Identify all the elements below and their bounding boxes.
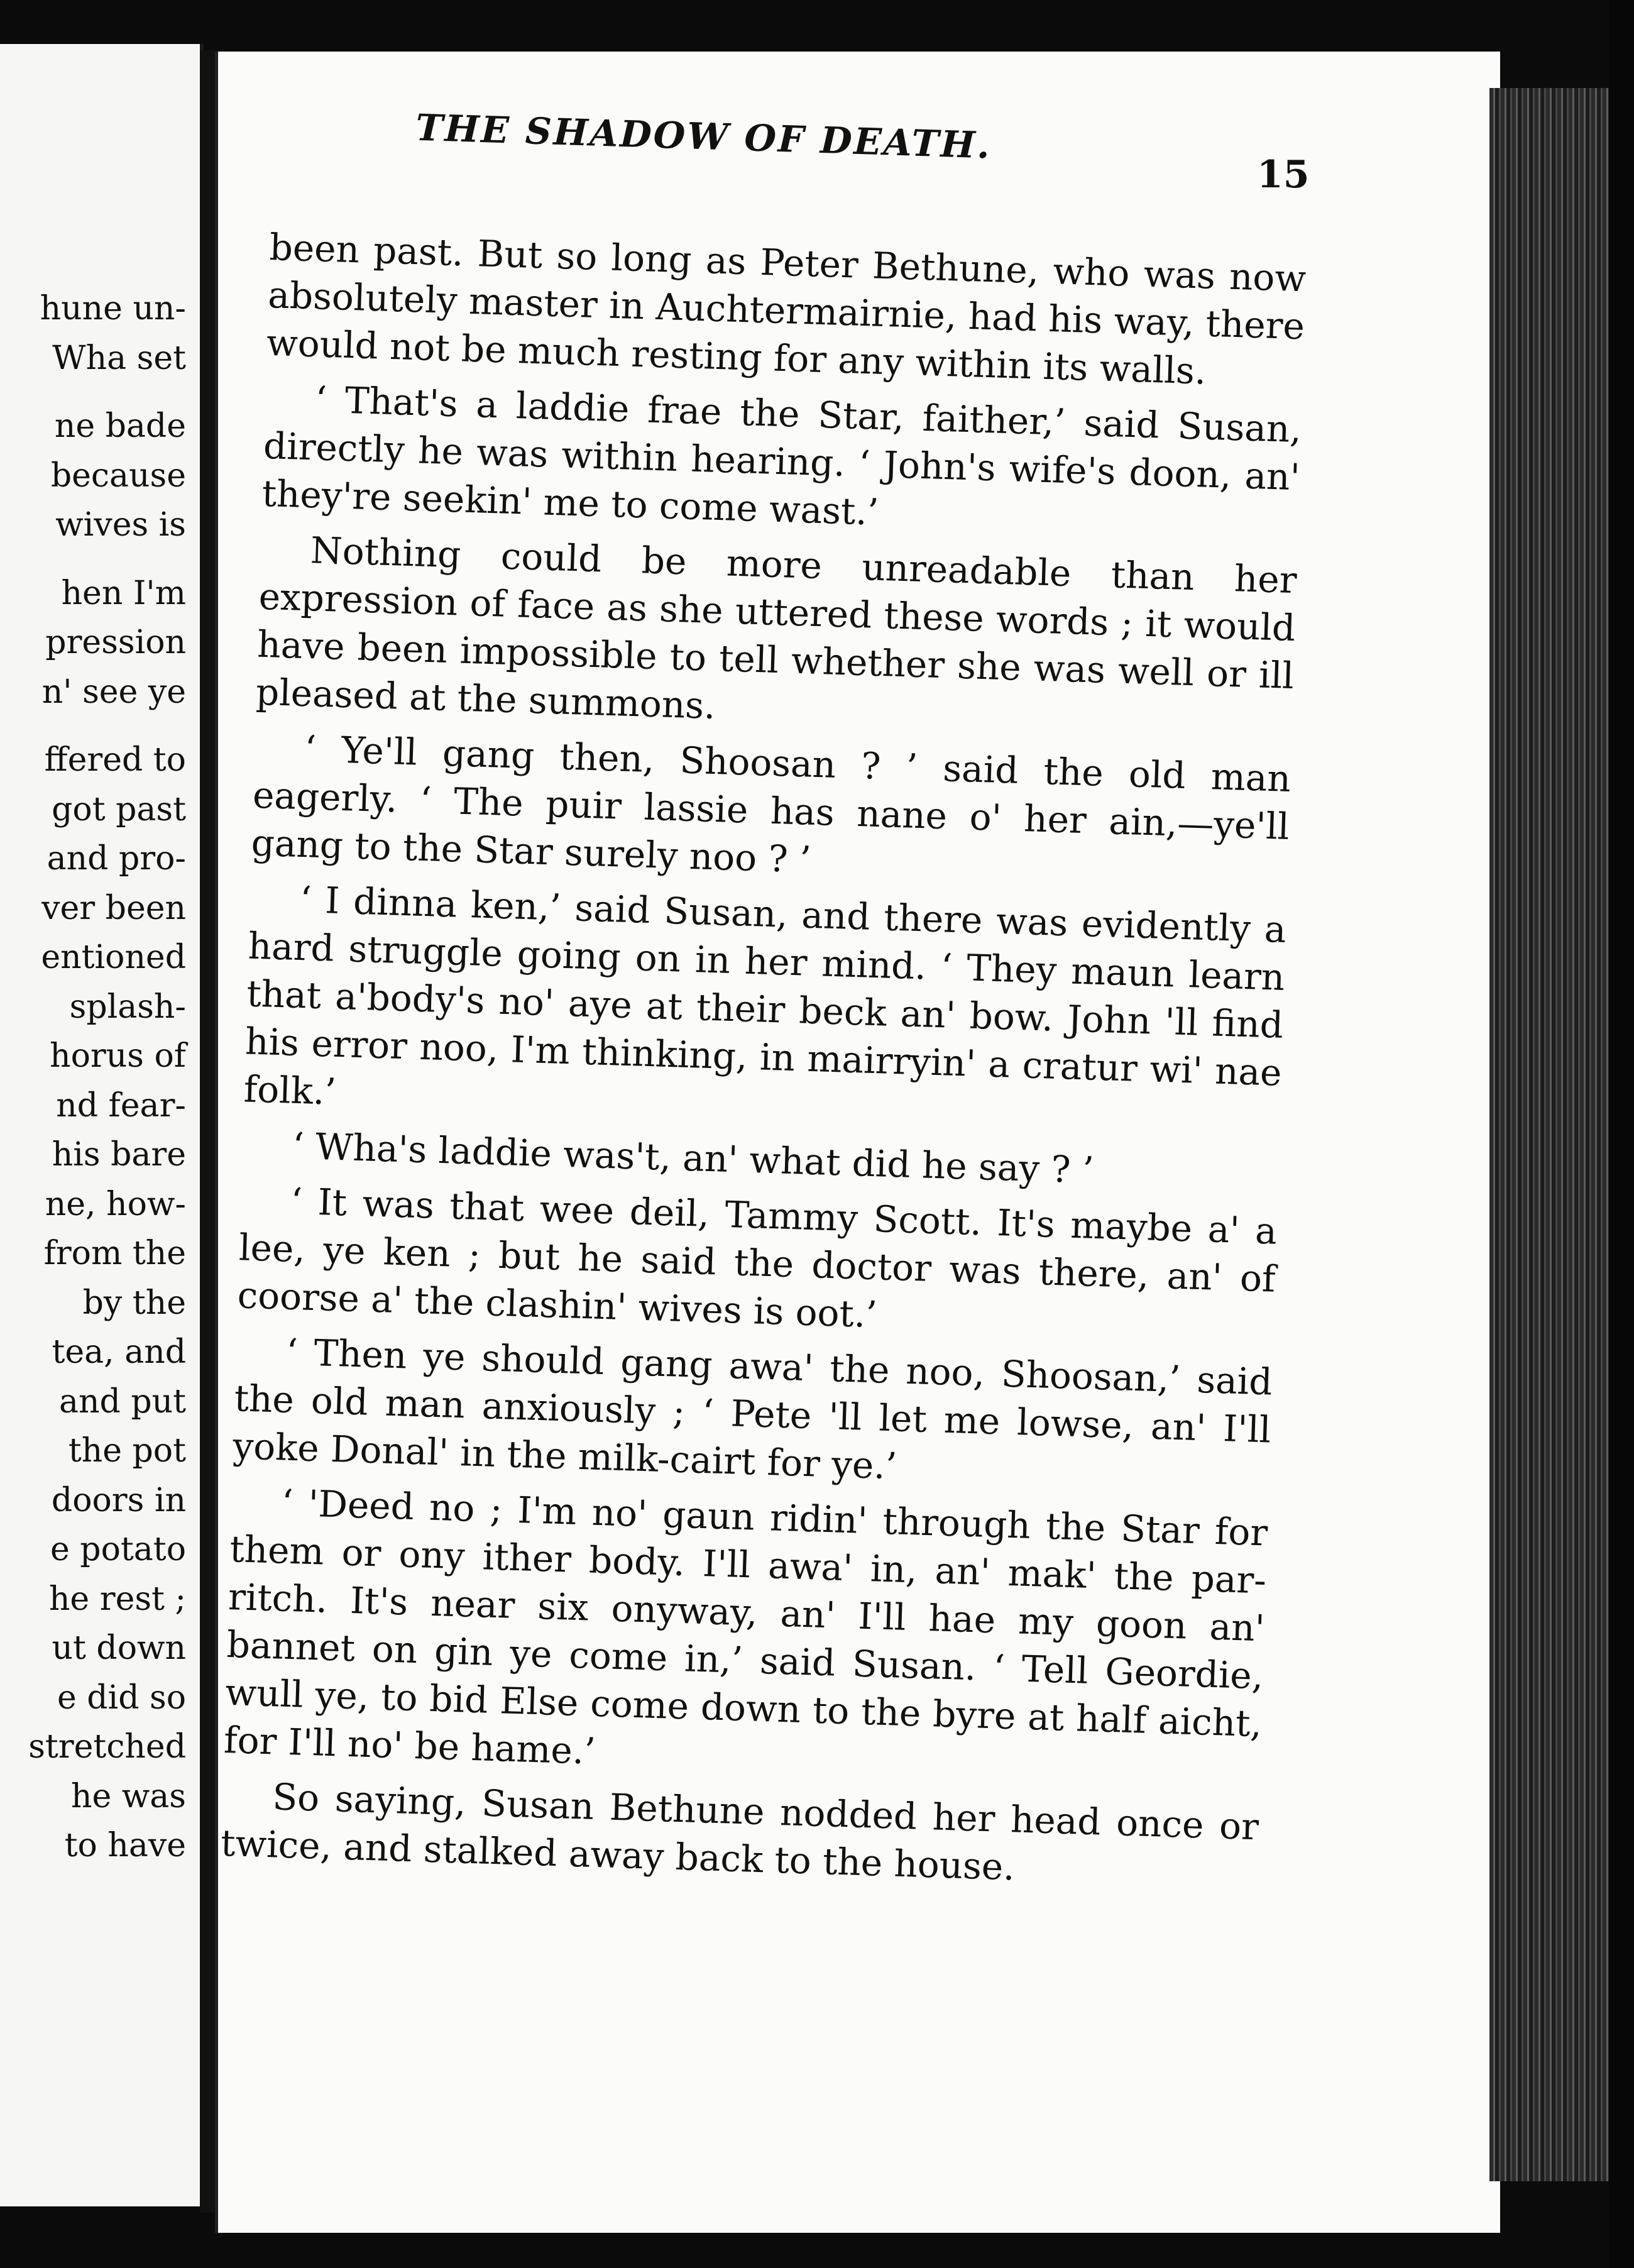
left-line: e potato bbox=[50, 1531, 186, 1568]
left-line: nd fear- bbox=[56, 1086, 186, 1125]
left-line: entioned bbox=[41, 939, 186, 976]
running-title: THE SHADOW OF DEATH. bbox=[415, 106, 992, 167]
left-line: ne bade bbox=[54, 407, 186, 445]
left-line: pression bbox=[45, 624, 186, 661]
paragraph: ‘ Then ye should gang awa' the noo, Shoosan,’ said the old man anxiously ; ‘ Pete 'll let me lowse, an' I'll yoke Donal' in the milk-cairt for ye.’ bbox=[232, 1330, 1273, 1488]
left-line: wives is bbox=[55, 506, 186, 544]
paragraph: ‘ That's a laddie frae the Star, faither,’ said Susan, directly he was within hearing. ‘ John's wife's doon, an' they're seekin' me to come wast.’ bbox=[261, 378, 1302, 534]
paragraph: ‘ Ye'll gang then, Shoosan ? ’ said the old man eagerly. ‘ The puir lassie has nane o' her ain,—ye'll gang to the Star surely noo ? ’ bbox=[250, 727, 1291, 881]
left-line: his bare bbox=[52, 1136, 186, 1174]
left-line: Wha set bbox=[52, 339, 186, 377]
left-line: doors in bbox=[51, 1481, 186, 1519]
paragraph: Nothing could be more unreadable than her expression of face as she uttered these words ; it would have been impossible to tell whether she was well or ill pleased at the summons. bbox=[255, 529, 1298, 727]
left-line: he was bbox=[71, 1777, 186, 1815]
left-line: hen I'm bbox=[61, 574, 186, 612]
page-edges bbox=[1489, 88, 1609, 2181]
left-line: splash- bbox=[69, 988, 186, 1026]
left-page-text bbox=[0, 284, 186, 1871]
left-line: by the bbox=[82, 1284, 186, 1322]
left-line: because bbox=[50, 456, 186, 495]
left-line: ver been bbox=[41, 889, 186, 927]
left-line: ffered to bbox=[44, 741, 186, 779]
left-line: and pro- bbox=[47, 840, 186, 878]
paragraph: ‘ It was that wee deil, Tammy Scott. It's maybe a' a lee, ye ken ; but he said the doctor was there, an' of coorse a' the clashin' wives is oot.’ bbox=[236, 1179, 1278, 1336]
paragraph: ‘ I dinna ken,’ said Susan, and there was evidently a hard struggle going on in her mind. ‘ They maun learn that a'body's no' aye at their beck an' bow. John 'll find his error noo, I'm thinking, in mairryin' a cratur wi' nae folk.’ bbox=[243, 878, 1287, 1113]
left-line: and put bbox=[59, 1382, 186, 1421]
left-line: he rest ; bbox=[48, 1580, 186, 1618]
left-line: stretched bbox=[28, 1728, 186, 1766]
left-line: e did so bbox=[57, 1678, 186, 1717]
left-line: tea, and bbox=[52, 1333, 186, 1371]
paragraph: So saying, Susan Bethune nodded her head once or twice, and stalked away back to the house. bbox=[220, 1775, 1259, 1889]
left-line: from the bbox=[43, 1235, 186, 1272]
left-page bbox=[0, 44, 204, 2206]
book-gutter bbox=[200, 50, 215, 2213]
left-line: the pot bbox=[68, 1432, 186, 1470]
left-line: got past bbox=[52, 790, 186, 828]
left-line: n' see ye bbox=[41, 673, 186, 711]
scan-background bbox=[1609, 0, 1634, 2268]
left-line: hune un- bbox=[40, 290, 186, 328]
paragraph: ‘ 'Deed no ; I'm no' gaun ridin' through the Star for them or ony ither body. I'll awa' in, an' mak' the par-ritch. It's near six onyway, an' I'll hae my goon an' bannet on gin ye come in,’ said Susan. ‘ Tell Geordie, wull ye, to bid Else come down to the byre at half aicht, for I'll no' be hame.’ bbox=[223, 1481, 1269, 1773]
body-text bbox=[220, 223, 1307, 1906]
left-line: ut down bbox=[52, 1629, 186, 1667]
left-line: ne, how- bbox=[45, 1185, 186, 1223]
left-line: horus of bbox=[50, 1037, 186, 1075]
paragraph: ‘ Wha's laddie was't, an' what did he say ? ’ bbox=[292, 1124, 1095, 1192]
left-line: to have bbox=[64, 1827, 186, 1864]
paragraph: been past. But so long as Peter Bethune, who was now absolutely master in Auchtermairnie, had his way, there would not be much resting for any within its walls. bbox=[266, 225, 1307, 393]
page-number: 15 bbox=[1257, 153, 1310, 197]
